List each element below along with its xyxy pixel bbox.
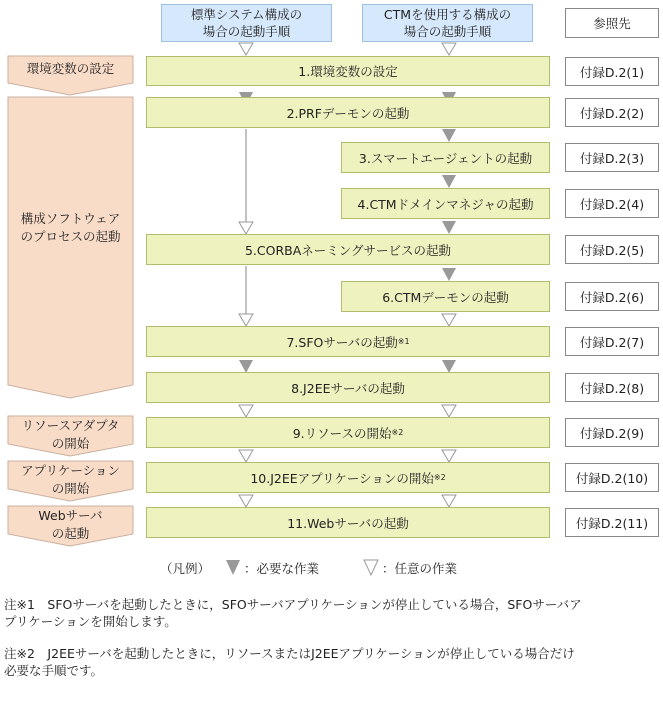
optional-arrow-icon [442,314,456,326]
phase-label-line: アプリケーション [21,463,120,478]
step-label: 11.Webサーバの起動 [287,515,409,531]
ref-step-8: 付録D.2(8) [565,373,659,402]
step-7 [146,326,550,357]
step-label: 6.CTMデーモンの起動 [382,289,509,305]
step-label: 3.スマートエージェントの起動 [358,150,533,166]
phase-label-line: リソースアダプタ [21,418,120,433]
optional-arrow-icon [442,43,456,55]
optional-arrow-icon [239,495,253,507]
note-1 [4,596,659,630]
step-4 [341,188,550,219]
phase-label-adapter [8,417,133,453]
required-arrow-icon [442,129,456,142]
header-standard-line2: 場合の起動手順 [202,24,291,39]
header-ctm-line2: 場合の起動手順 [403,24,492,39]
step-label: 2.PRFデーモンの起動 [286,105,410,121]
phase-label-line: 環境変数の設定 [26,61,115,76]
legend-optional: ：任意の作業 [382,561,458,576]
step-label: 1.環境変数の設定 [298,64,398,79]
phase-label-line: の開始 [51,481,90,496]
ref-step-10: 付録D.2(10) [565,463,659,492]
legend-required-arrow-icon [226,560,240,575]
step-label: 8.J2EEサーバの起動 [291,380,405,396]
note-line: 必要な手順です。 [4,663,104,678]
phase-label-web [8,507,133,543]
header-ctm-line1: CTMを使用する構成の [383,7,512,22]
phase-arrow-process [8,97,133,398]
optional-arrow-icon [442,495,456,507]
required-arrow-icon [442,175,456,188]
step-9 [146,417,550,448]
phase-label-line: Webサーバ [38,508,103,523]
step-11 [146,507,550,538]
legend-prefix: （凡例） [160,561,211,576]
optional-arrow-icon [239,314,253,326]
ref-step-7: 付録D.2(7) [565,327,659,356]
ref-step-9: 付録D.2(9) [565,418,659,447]
phase-label-line: の起動 [51,526,90,541]
step-5 [146,234,550,265]
step-8 [146,372,550,403]
note-line: 注※1 SFOサーバを起動したときに，SFOサーバアプリケーションが停止している場合，SFOサーバア [4,597,582,612]
note-2 [4,645,659,679]
ref-step-4: 付録D.2(4) [565,189,659,218]
optional-arrow-icon [239,450,253,462]
ref-step-5: 付録D.2(5) [565,235,659,264]
legend-required: ：必要な作業 [244,561,320,576]
required-arrow-icon [442,221,456,234]
required-arrow-icon [442,268,456,281]
phase-label-line: 構成ソフトウェア [20,211,121,226]
step-label: 9.リソースの開始 [292,425,392,441]
optional-arrow-icon [239,43,253,55]
step-footnote-mark: ※1 [397,337,410,346]
phase-label-line: のプロセスの起動 [20,229,121,244]
step-label: 10.J2EEアプリケーションの開始 [250,470,434,486]
optional-arrow-icon [239,222,253,234]
step-6 [341,281,550,312]
phase-label-env [8,60,133,78]
header-standard [161,4,332,42]
step-1 [146,56,550,86]
note-line: プリケーションを開始します。 [4,614,177,629]
phase-label-app [8,462,133,498]
ref-step-2: 付録D.2(2) [565,98,659,127]
optional-arrow-icon [442,405,456,417]
ref-step-1: 付録D.2(1) [565,57,659,86]
note-line: 注※2 J2EEサーバを起動したときに，リソースまたはJ2EEアプリケーションが停止している場合だけ [4,646,575,661]
optional-arrow-icon [442,450,456,462]
optional-arrow-icon [239,405,253,417]
ref-step-3: 付録D.2(3) [565,143,659,172]
header-ctm [362,4,533,42]
step-label: 5.CORBAネーミングサービスの起動 [244,242,452,258]
header-standard-line1: 標準システム構成の [190,7,303,22]
step-label: 4.CTMドメインマネジャの起動 [357,196,534,212]
legend-optional-arrow-icon [364,560,378,575]
phase-label-process [8,210,133,246]
step-footnote-mark: ※2 [433,473,446,482]
step-footnote-mark: ※2 [391,428,404,437]
ref-step-11: 付録D.2(11) [565,508,659,537]
step-2 [146,97,550,128]
ref-step-6: 付録D.2(6) [565,282,659,311]
phase-label-line: の開始 [51,436,90,451]
step-3 [341,142,550,173]
header-reference: 参照先 [565,8,659,38]
step-label: 7.SFOサーバの起動 [286,334,398,350]
step-10 [146,462,550,493]
